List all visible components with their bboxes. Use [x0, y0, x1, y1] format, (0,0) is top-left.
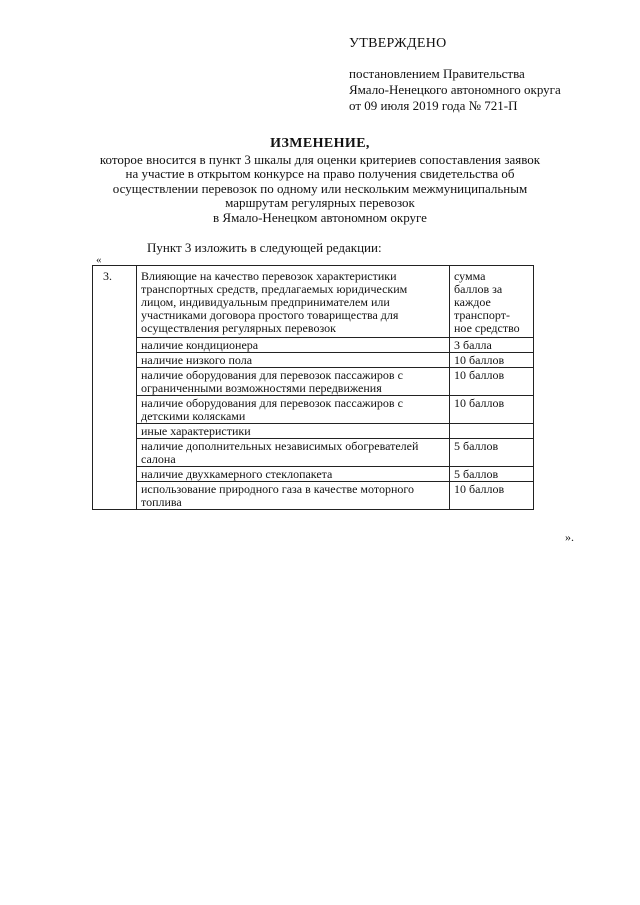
cell-text-line: наличие оборудования для перевозок пассажиров с	[141, 368, 403, 382]
cell-text-line: транспорт-	[454, 308, 510, 322]
cell-text-line: ное средство	[454, 321, 520, 335]
cell-text-line: Влияющие на качество перевозок характеристики	[141, 269, 397, 283]
table-row	[93, 338, 534, 353]
score-cell: 10 баллов	[450, 396, 534, 424]
cell-text-line: баллов за	[454, 282, 503, 296]
document-heading: ИЗМЕНЕНИЕ,	[270, 136, 370, 151]
cell-text-line: наличие дополнительных независимых обогревателей	[141, 439, 419, 453]
table-row	[93, 424, 534, 439]
criterion-cell	[137, 353, 450, 368]
criterion-cell	[137, 439, 450, 467]
table-row	[93, 439, 534, 467]
title-line-1: которое вносится в пункт 3 шкалы для оценки критериев сопоставления заявок	[99, 151, 541, 167]
cell-text-line: топлива	[141, 495, 182, 509]
approval-line-3: от 09 июля 2019 года № 721-П	[349, 98, 518, 113]
approved-label: УТВЕРЖДЕНО	[349, 36, 447, 51]
table-row	[93, 353, 534, 368]
criterion-cell	[137, 482, 450, 510]
table-row	[93, 467, 534, 482]
document-title-block	[80, 137, 560, 225]
cell-text-line: каждое	[454, 295, 491, 309]
criterion-cell	[137, 368, 450, 396]
title-line-4: маршрутам регулярных перевозок	[225, 195, 415, 210]
cell-text-line: участниками договора простого товарищества для	[141, 308, 399, 322]
closing-quote: ».	[565, 530, 574, 544]
approval-stamp	[349, 36, 561, 114]
score-cell: 10 баллов	[450, 368, 534, 396]
table-row	[93, 368, 534, 396]
intro-paragraph: Пункт 3 изложить в следующей редакции:	[147, 240, 382, 255]
table-header-row	[93, 266, 534, 338]
cell-text-line: наличие двухкамерного стеклопакета	[141, 467, 333, 481]
cell-text-line: детскими колясками	[141, 409, 246, 423]
cell-text-line: наличие низкого пола	[141, 353, 253, 367]
title-line-3: осуществлении перевозок по одному или нескольким межмуниципальным	[112, 180, 528, 196]
score-cell: 10 баллов	[450, 353, 534, 368]
criterion-cell	[137, 396, 450, 424]
cell-text-line: транспортных средств, предлагаемых юридическим	[141, 282, 408, 296]
item-number: 3.	[93, 266, 137, 510]
title-line-5: в Ямало-Ненецком автономном округе	[213, 209, 427, 225]
criteria-table	[92, 265, 534, 510]
criteria-table-body	[93, 266, 534, 510]
table-row	[93, 396, 534, 424]
criterion-cell	[137, 424, 450, 439]
cell-text-line: наличие оборудования для перевозок пассажиров с	[141, 396, 403, 410]
cell-text-line: лицом, индивидуальным предпринимателем или	[141, 295, 390, 309]
criterion-cell	[137, 467, 450, 482]
table-row	[93, 482, 534, 510]
opening-quote: «	[96, 254, 102, 266]
approval-line-2: Ямало-Ненецкого автономного округа	[349, 82, 561, 97]
cell-text-line: иные характеристики	[141, 424, 251, 438]
cell-text-line: осуществления регулярных перевозок	[141, 321, 336, 335]
cell-text-line: сумма	[454, 269, 486, 283]
cell-text-line: салона	[141, 452, 176, 466]
cell-text-line: ограниченными возможностями передвижения	[141, 381, 382, 395]
cell-text-line: наличие кондиционера	[141, 338, 259, 352]
score-cell	[450, 424, 534, 439]
score-cell: 10 баллов	[450, 482, 534, 510]
score-cell: 5 баллов	[450, 439, 534, 467]
score-cell: 3 балла	[450, 338, 534, 353]
criterion-cell	[137, 338, 450, 353]
approval-line-1: постановлением Правительства	[349, 66, 525, 81]
cell-text-line: использование природного газа в качестве моторного	[141, 482, 414, 496]
header-criterion	[137, 266, 450, 338]
score-cell: 5 баллов	[450, 467, 534, 482]
header-value	[450, 266, 534, 338]
title-line-2: на участие в открытом конкурсе на право получения свидетельства об	[125, 166, 515, 181]
